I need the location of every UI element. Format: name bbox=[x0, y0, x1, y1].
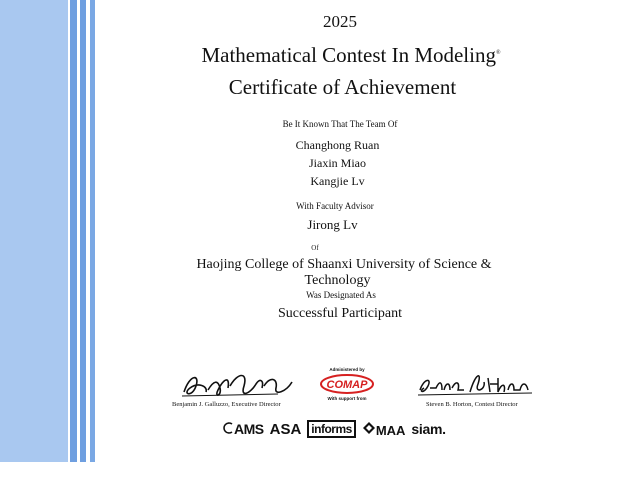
comap-block bbox=[318, 367, 376, 411]
award-designation: Successful Participant bbox=[277, 306, 403, 321]
of-label: Of bbox=[311, 244, 319, 252]
faculty-advisor: Jirong Lv bbox=[307, 217, 358, 232]
ams-logo-text: AMS bbox=[234, 421, 264, 437]
ams-emblem-icon bbox=[222, 422, 234, 434]
maa-logo bbox=[362, 421, 406, 438]
comap-logo bbox=[319, 374, 375, 394]
certificate-heading: Certificate of Achievement bbox=[228, 75, 457, 99]
asa-logo: ASA bbox=[269, 420, 302, 438]
team-member: Jiaxin Miao bbox=[309, 156, 366, 170]
contest-year: 2025 bbox=[323, 12, 357, 31]
school-name-line2: Technology bbox=[304, 273, 371, 288]
team-member: Kangjie Lv bbox=[310, 174, 365, 188]
contest-name: Mathematical Contest In Modeling bbox=[201, 43, 496, 67]
contest-title bbox=[100, 44, 602, 67]
svg-text:COMAP: COMAP bbox=[326, 379, 368, 391]
executive-director-signature bbox=[178, 368, 298, 400]
designated-label: Was Designated As bbox=[306, 290, 376, 300]
school-name-line1: Haojing College of Shaanxi University of Science & bbox=[196, 257, 492, 272]
with-support-label: With support from bbox=[327, 396, 367, 401]
border-stripe bbox=[90, 0, 95, 462]
contest-director-title: Steven B. Horton, Contest Director bbox=[426, 401, 518, 408]
registered-mark: ® bbox=[495, 50, 501, 56]
informs-logo: informs bbox=[307, 420, 356, 438]
border-stripe bbox=[80, 0, 86, 462]
border-stripe bbox=[70, 0, 77, 462]
executive-director-title: Benjamin J. Galluzzo, Executive Director bbox=[172, 401, 281, 408]
intro-text: Be It Known That The Team Of bbox=[282, 119, 398, 129]
team-member: Changhong Ruan bbox=[295, 138, 380, 152]
siam-logo: siam. bbox=[411, 421, 446, 437]
advisor-label: With Faculty Advisor bbox=[296, 201, 374, 211]
border-stripe-wide bbox=[0, 0, 68, 462]
contest-director-signature bbox=[414, 368, 534, 400]
maa-logo-text: MAA bbox=[375, 422, 406, 438]
sponsor-logos bbox=[222, 418, 446, 440]
ams-logo bbox=[222, 421, 264, 437]
administered-by-label: Administered by bbox=[329, 367, 365, 372]
maa-emblem-icon bbox=[362, 421, 376, 435]
